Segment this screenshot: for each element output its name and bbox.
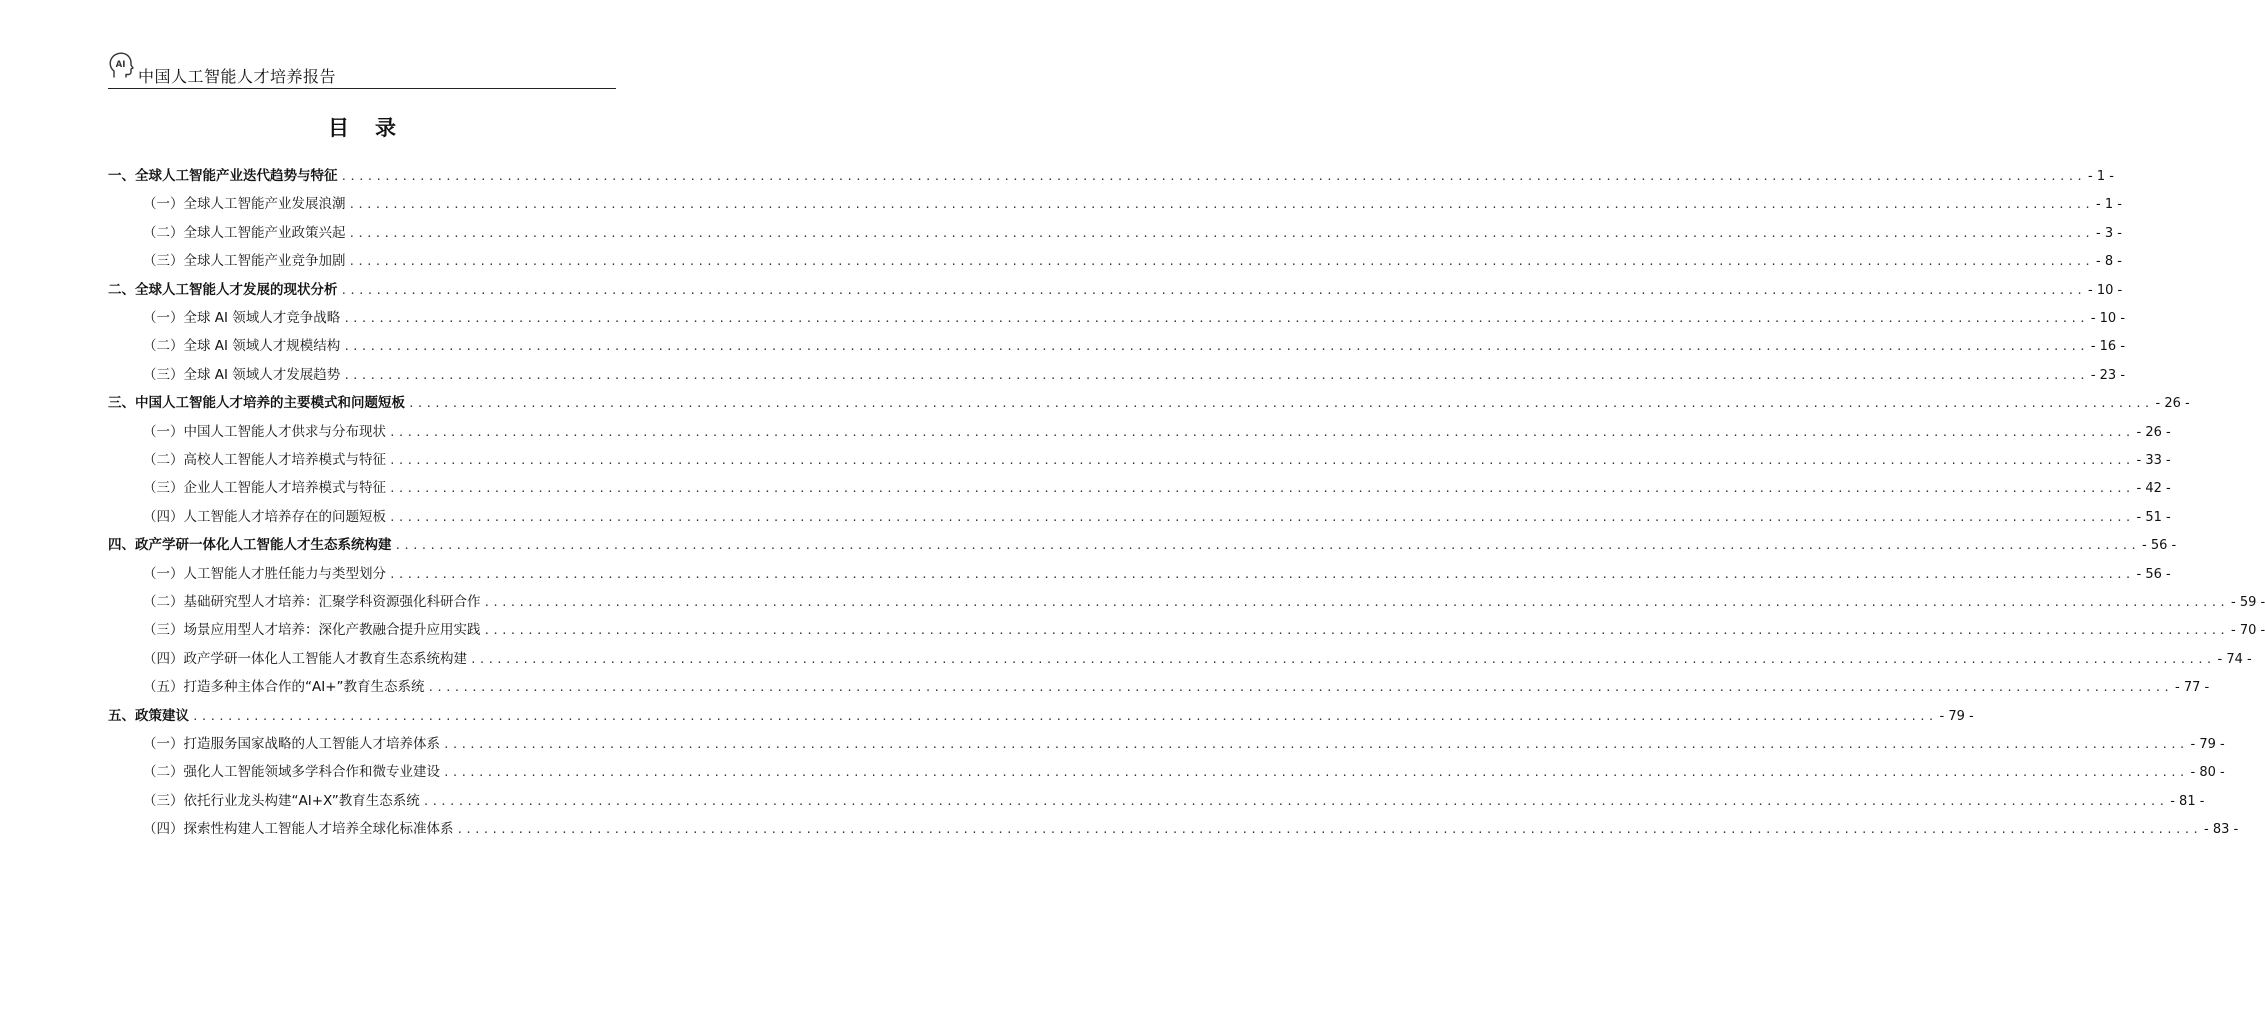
- dot-leader: ........................................................................................................................................................................................................: [470, 652, 2215, 666]
- dot-leader: ........................................................................................................................................................................................................: [443, 766, 2188, 780]
- toc-page-number: - 26 -: [2136, 424, 2171, 440]
- toc-entry-title: 四、政产学研一体化人工智能人才生态系统构建: [108, 537, 392, 554]
- toc-chapter-entry[interactable]: [108, 533, 2177, 554]
- toc-entry-title: （四）探索性构建人工智能人才培养全球化标准体系: [143, 821, 454, 838]
- dot-leader: ........................................................................................................................................................................................................: [343, 340, 2088, 354]
- toc-entry-title: （三）全球人工智能产业竞争加剧: [143, 253, 346, 270]
- toc-entry-title: （四）人工智能人才培养存在的问题短板: [143, 508, 386, 525]
- toc-page-number: - 56 -: [2142, 538, 2177, 554]
- toc-section-entry[interactable]: [143, 590, 2265, 610]
- toc-chapter-entry[interactable]: [108, 164, 2114, 184]
- toc-entry-title: （三）全球 AI 领域人才发展趋势: [143, 366, 341, 383]
- toc-section-entry[interactable]: [143, 306, 2126, 326]
- toc-entry-title: （一）打造服务国家战略的人工智能人才培养体系: [143, 736, 440, 752]
- dot-leader: ........................................................................................................................................................................................................: [483, 624, 2229, 638]
- toc-entry-title: （二）高校人工智能人才培养模式与特征: [143, 452, 386, 468]
- toc-entry-title: （二）强化人工智能领域多学科合作和微专业建设: [143, 764, 440, 781]
- dot-leader: ........................................................................................................................................................................................................: [389, 425, 2134, 439]
- toc-section-entry[interactable]: [143, 192, 2122, 213]
- dot-leader: ........................................................................................................................................................................................................: [340, 170, 2086, 183]
- toc-page-number: - 26 -: [2155, 396, 2190, 412]
- toc-chapter-entry[interactable]: [108, 278, 2123, 298]
- toc-section-entry[interactable]: [143, 760, 2225, 781]
- dot-leader: ........................................................................................................................................................................................................: [389, 510, 2134, 524]
- toc-section-entry[interactable]: [143, 448, 2171, 468]
- toc-page-number: - 81 -: [2170, 793, 2205, 809]
- toc-chapter-entry[interactable]: [108, 704, 1974, 724]
- dot-leader: ........................................................................................................................................................................................................: [389, 567, 2134, 581]
- toc-entry-title: （一）中国人工智能人才供求与分布现状: [143, 423, 386, 440]
- toc-section-entry[interactable]: [143, 817, 2239, 838]
- toc-section-entry[interactable]: [143, 420, 2171, 440]
- toc-entry-title: 一、全球人工智能产业迭代趋势与特征: [108, 168, 338, 184]
- dot-leader: ........................................................................................................................................................................................................: [348, 198, 2094, 212]
- toc-page-number: - 10 -: [2090, 311, 2126, 326]
- toc-section-entry[interactable]: [143, 789, 2205, 809]
- dot-leader: ........................................................................................................................................................................................................: [389, 454, 2134, 467]
- toc-section-entry[interactable]: [143, 675, 2210, 696]
- toc-entry-title: （三）场景应用型人才培养：深化产教融合提升应用实践: [143, 622, 481, 639]
- toc-page-number: - 51 -: [2136, 509, 2171, 525]
- toc-section-entry[interactable]: [143, 505, 2171, 525]
- dot-leader: ........................................................................................................................................................................................................: [343, 312, 2088, 325]
- dot-leader: ........................................................................................................................................................................................................: [394, 539, 2140, 553]
- toc-section-entry[interactable]: [143, 476, 2171, 497]
- toc-page-number: - 77 -: [2175, 680, 2210, 696]
- toc-entry-title: （三）企业人工智能人才培养模式与特征: [143, 480, 386, 497]
- toc-entry-title: （一）全球人工智能产业发展浪潮: [143, 196, 346, 213]
- toc-entry-title: （四）政产学研一体化人工智能人才教育生态系统构建: [143, 650, 467, 667]
- toc-page-number: - 1 -: [2096, 197, 2122, 213]
- toc-entry-title: （二）基础研究型人才培养：汇聚学科资源强化科研合作: [143, 594, 481, 610]
- toc-section-entry[interactable]: [143, 249, 2122, 270]
- dot-leader: ........................................................................................................................................................................................................: [483, 596, 2229, 609]
- toc-section-entry[interactable]: [143, 221, 2122, 241]
- toc-page-number: - 23 -: [2090, 367, 2126, 383]
- toc-page-number: - 74 -: [2217, 651, 2252, 667]
- dot-leader: ........................................................................................................................................................................................................: [456, 823, 2202, 837]
- toc-section-entry[interactable]: [143, 562, 2171, 582]
- dot-leader: ........................................................................................................................................................................................................: [443, 738, 2188, 751]
- toc-chapter-entry[interactable]: [108, 391, 2190, 412]
- toc-section-entry[interactable]: [143, 647, 2252, 667]
- toc-page-number: - 33 -: [2136, 453, 2171, 468]
- report-title: 中国人工智能人才培养报告: [138, 67, 337, 86]
- toc-page-number: - 70 -: [2231, 623, 2265, 639]
- toc-page-number: - 83 -: [2204, 822, 2239, 838]
- toc-page-number: - 3 -: [2096, 225, 2122, 241]
- dot-leader: ........................................................................................................................................................................................................: [422, 794, 2168, 808]
- toc-heading: 目录: [328, 116, 422, 140]
- toc-section-entry[interactable]: [143, 618, 2265, 639]
- toc-page-number: - 42 -: [2136, 481, 2171, 497]
- toc-entry-title: （五）打造多种主体合作的“AI+”教育生态系统: [143, 679, 425, 696]
- toc-page-number: - 59 -: [2231, 595, 2265, 610]
- toc-entry-title: 三、中国人工智能人才培养的主要模式和问题短板: [108, 395, 405, 412]
- toc-page-number: - 56 -: [2136, 566, 2171, 582]
- dot-leader: ........................................................................................................................................................................................................: [192, 709, 1937, 723]
- toc-page-number: - 16 -: [2090, 339, 2126, 355]
- dot-leader: ........................................................................................................................................................................................................: [340, 283, 2086, 297]
- toc-page-number: - 8 -: [2096, 254, 2122, 270]
- toc-section-entry[interactable]: [143, 732, 2225, 752]
- toc-section-entry[interactable]: [143, 334, 2126, 355]
- dot-leader: ........................................................................................................................................................................................................: [348, 255, 2094, 269]
- toc-entry-title: （二）全球人工智能产业政策兴起: [143, 224, 346, 241]
- toc-entry-title: （一）全球 AI 领域人才竞争战略: [143, 310, 341, 326]
- toc-page-number: - 79 -: [1939, 708, 1974, 724]
- dot-leader: ........................................................................................................................................................................................................: [389, 482, 2134, 496]
- logo-text: AI: [115, 60, 126, 70]
- dot-leader: ........................................................................................................................................................................................................: [408, 397, 2153, 411]
- toc-page-number: - 10 -: [2088, 282, 2123, 298]
- toc-page-number: - 80 -: [2190, 765, 2225, 781]
- toc-entry-title: （三）依托行业龙头构建“AI+X”教育生态系统: [143, 792, 420, 809]
- dot-leader: ........................................................................................................................................................................................................: [343, 368, 2088, 382]
- ai-head-logo-icon: [108, 52, 134, 80]
- page-header: [108, 52, 616, 89]
- dot-leader: ........................................................................................................................................................................................................: [348, 226, 2094, 240]
- toc-page-number: - 1 -: [2088, 169, 2114, 184]
- toc-entry-title: （二）全球 AI 领域人才规模结构: [143, 338, 341, 355]
- toc-section-entry[interactable]: [143, 363, 2126, 383]
- toc-entry-title: （一）人工智能人才胜任能力与类型划分: [143, 565, 386, 582]
- dot-leader: ........................................................................................................................................................................................................: [427, 681, 2173, 695]
- toc-entry-title: 二、全球人工智能人才发展的现状分析: [108, 281, 338, 298]
- toc-page-number: - 79 -: [2190, 737, 2225, 752]
- toc-entry-title: 五、政策建议: [108, 707, 189, 724]
